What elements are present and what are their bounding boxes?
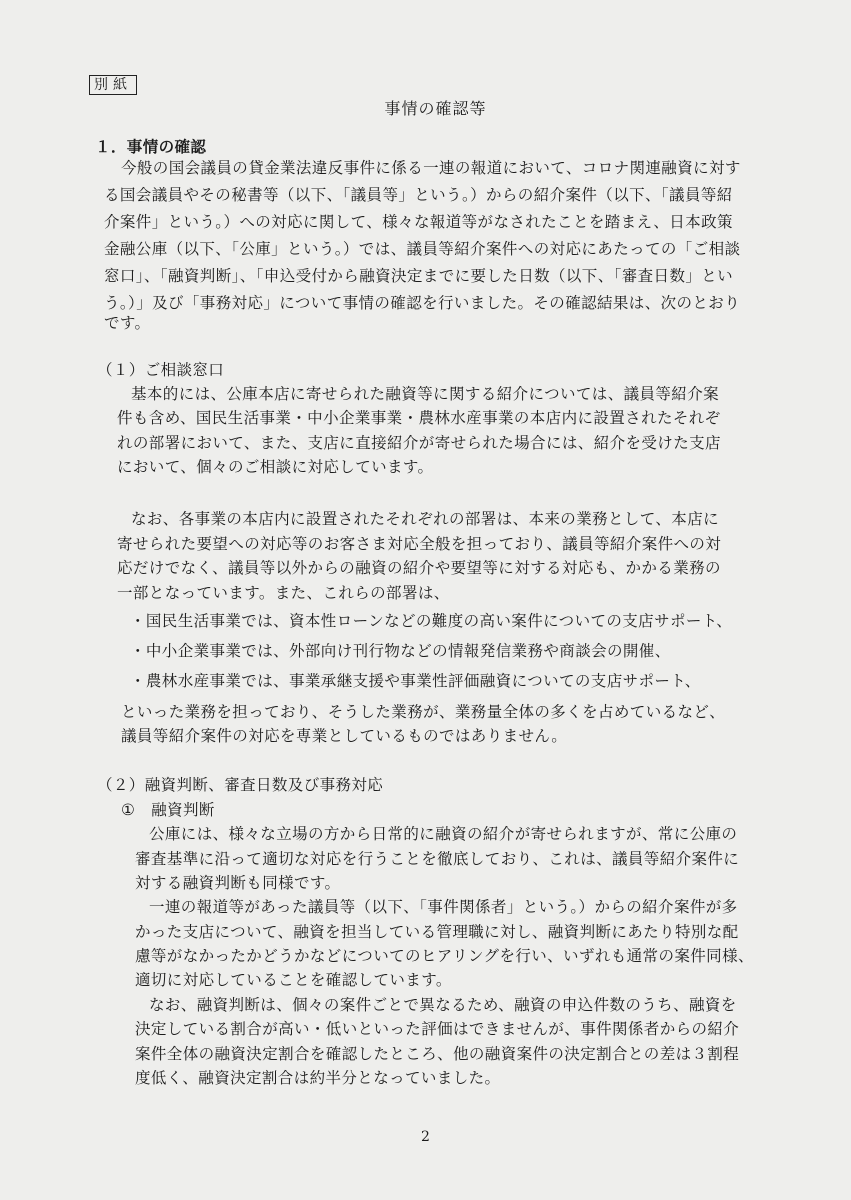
attachment-tag: 別紙	[89, 75, 137, 95]
paragraph-line: かった支店について、融資を担当している管理職に対し、融資判断にあたり特別な配	[135, 923, 739, 941]
paragraph-line: 公庫には、様々な立場の方から日常的に融資の紹介が寄せられますが、常に公庫の	[149, 825, 738, 843]
paragraph-line: 慮等がなかったかどうかなどについてのヒアリングを行い、いずれも通常の案件同様、	[135, 947, 754, 965]
paragraph-line: 件も含め、国民生活事業・中小企業事業・農林水産事業の本店内に設置されたそれぞ	[117, 409, 721, 427]
paragraph-line: 適切に対応していることを確認しています。	[135, 971, 452, 989]
paragraph-line: なお、各事業の本店内に設置されたそれぞれの部署は、本来の業務として、本店に	[131, 510, 719, 528]
paragraph-line: う。）」及び「事務対応」について事情の確認を行いました。その確認結果は、次のとおり	[104, 294, 741, 312]
paragraph-line: なお、融資判断は、個々の案件ごとで異なるため、融資の申込件数のうち、融資を	[149, 996, 737, 1014]
paragraph-line: 応だけでなく、議員等以外からの融資の紹介や要望等に対する対応も、かかる業務の	[117, 559, 721, 577]
paragraph-line: 窓口」、「融資判断」、「申込受付から融資決定までに要した日数（以下、「審査日数」とい	[104, 267, 734, 285]
paragraph-line: る国会議員やその秘書等（以下、「議員等」という。）からの紹介案件（以下、「議員等紹	[104, 186, 733, 204]
paragraph-line: 案件全体の融資決定割合を確認したところ、他の融資案件の決定割合との差は３割程	[135, 1045, 740, 1063]
section-heading: １．事情の確認	[95, 138, 207, 156]
page-number: 2	[421, 1129, 430, 1145]
paragraph-line: 決定している割合が高い・低いといった評価はできませんが、事件関係者からの紹介	[135, 1020, 740, 1038]
paragraph-line: 議員等紹介案件の対応を専業としているものではありません。	[121, 727, 568, 745]
paragraph-line: 一連の報道等があった議員等（以下、「事件関係者」という。）からの紹介案件が多	[149, 898, 738, 916]
paragraph-line: 寄せられた要望への対応等のお客さま対応全般を担っており、議員等紹介案件への対	[117, 535, 722, 553]
bullet-item: ・国民生活事業では、資本性ローンなどの難度の高い案件についての支店サポート、	[130, 612, 733, 630]
paragraph-line: といった業務を担っており、そうした業務が、業務量全体の多くを占めているなど、	[121, 703, 726, 721]
paragraph-line: 今般の国会議員の貸金業法違反事件に係る一連の報道において、コロナ関連融資に対す	[121, 159, 741, 177]
subsection-heading: （２）融資判断、審査日数及び事務対応	[97, 776, 384, 794]
paragraph-line: 基本的には、公庫本店に寄せられた融資等に関する紹介については、議員等紹介案	[131, 385, 719, 403]
page-title: 事情の確認等	[384, 99, 487, 118]
subsection-heading: （１）ご相談窓口	[97, 361, 225, 379]
paragraph-line: です。	[104, 314, 151, 332]
paragraph-line: 対する融資判断も同様です。	[135, 874, 341, 892]
paragraph-line: 一部となっています。また、これらの部署は、	[117, 584, 450, 602]
paragraph-line: れの部署において、また、支店に直接紹介が寄せられた場合には、紹介を受けた支店	[117, 434, 721, 452]
paragraph-line: 審査基準に沿って適切な対応を行うことを徹底しており、これは、議員等紹介案件に	[135, 850, 740, 868]
bullet-item: ・中小企業事業では、外部向け刊行物などの情報発信業務や商談会の開催、	[130, 642, 671, 660]
paragraph-line: 度低く、融資決定割合は約半分となっていました。	[135, 1069, 501, 1087]
bullet-item: ・農林水産事業では、事業承継支援や事業性評価融資についての支店サポート、	[130, 672, 701, 690]
item-heading: ① 融資判断	[121, 801, 215, 819]
paragraph-line: において、個々のご相談に対応しています。	[117, 458, 434, 476]
paragraph-line: 介案件」という。）への対応に関して、様々な報道等がなされたことを踏まえ、日本政策	[104, 213, 733, 231]
paragraph-line: 金融公庫（以下、「公庫」という。）では、議員等紹介案件への対応にあたっての「ご相談	[104, 240, 741, 258]
